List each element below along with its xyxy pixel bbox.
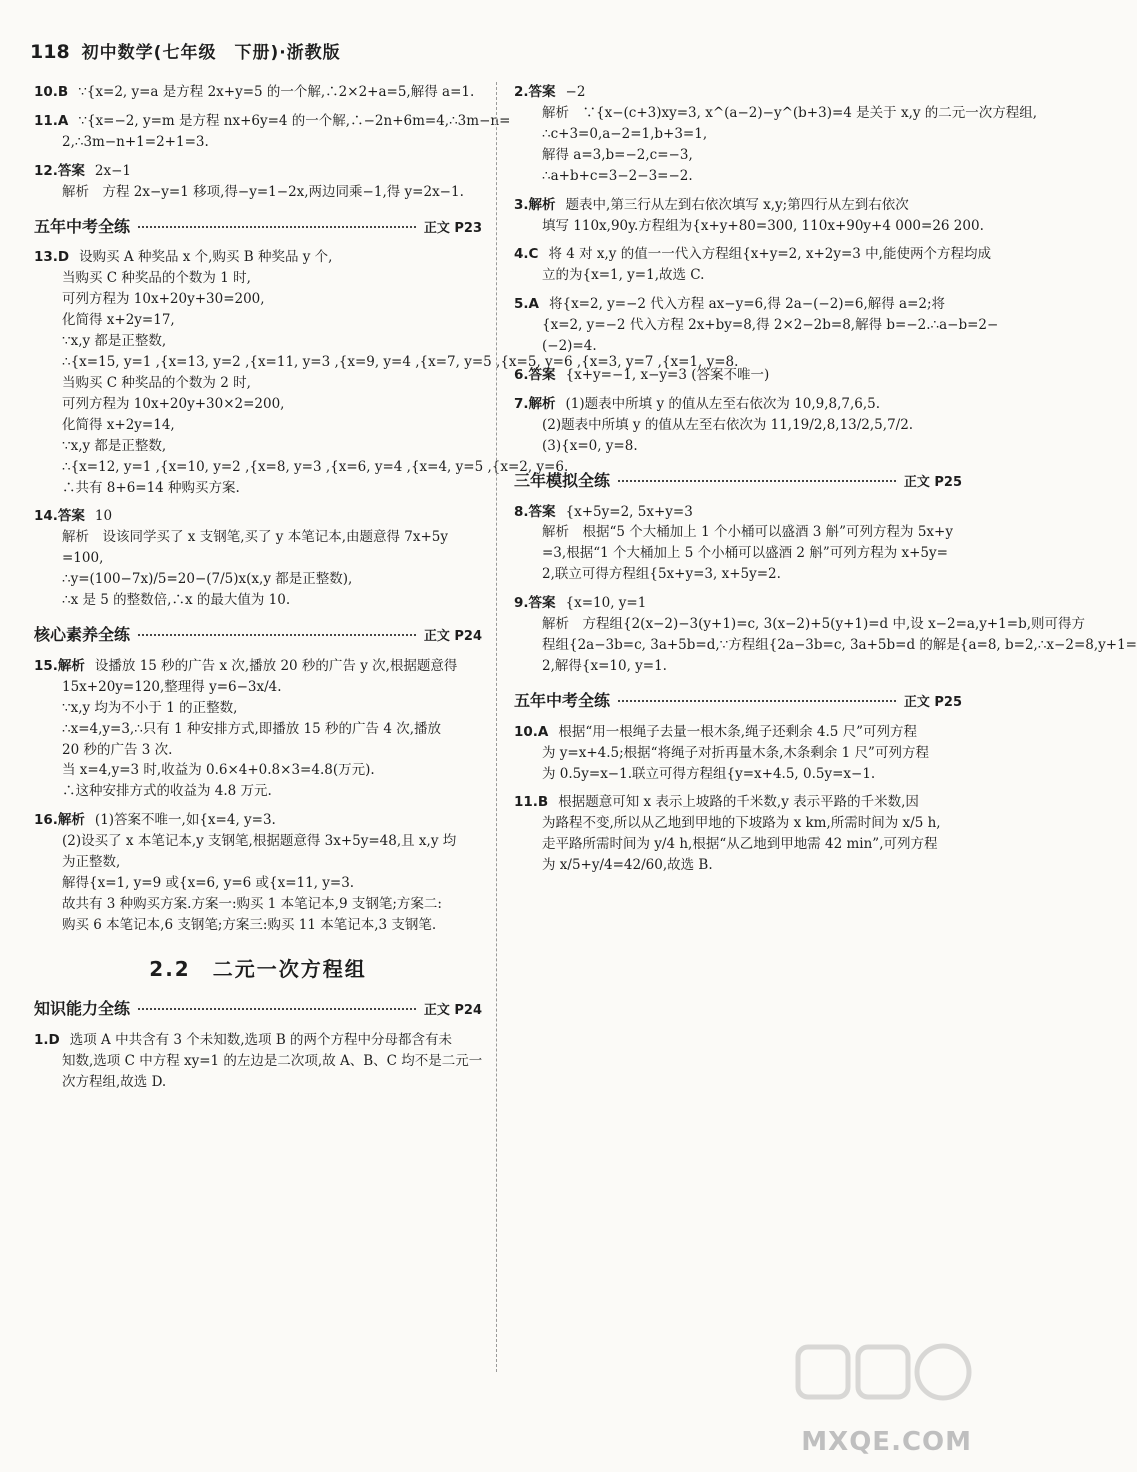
answer-text: 当购买 C 种奖品的个数为 2 时, (62, 374, 251, 391)
answer-text: 为正整数, (62, 854, 121, 871)
answer-text: ∴{x=12, y=1 ,{x=10, y=2 ,{x=8, y=3 ,{x=6, y=4 ,{x=4, y=5 ,{x=2, y=6. (62, 458, 569, 475)
answer-line (34, 656, 482, 677)
answer-line (514, 336, 962, 357)
section-page-ref: 正文 P24 (423, 1002, 482, 1018)
answer-item (34, 656, 482, 802)
question-label: 9.答案 (514, 595, 556, 612)
answer-text: (3){x=0, y=8. (542, 437, 638, 454)
question-label: 6.答案 (514, 367, 556, 384)
answer-line (34, 506, 482, 527)
answer-line (34, 590, 482, 611)
answer-text: ∵{x=−2, y=m 是方程 nx+6y=4 的一个解,∴−2n+6m=4,∴3m−n= (78, 112, 511, 129)
answer-text: 化简得 x+2y=17, (62, 312, 175, 329)
answer-text: −2 (565, 84, 586, 100)
answer-text: {x=10, y=1 (565, 595, 647, 612)
answer-text: 解析 ∵{x−(c+3)xy=3, x^(a−2)−y^(b+3)=4 是关于 x,y 的二元一次方程组, (542, 104, 1038, 121)
answer-text: 可列方程为 10x+20y+30×2=200, (62, 395, 285, 412)
answer-text: ∵x,y 均为不小于 1 的正整数, (62, 699, 238, 716)
answer-text: 购买 6 本笔记本,6 支钢笔;方案三:购买 11 本笔记本,3 支钢笔. (62, 916, 437, 933)
answer-text: 解析 根据“5 个大桶加上 1 个小桶可以盛酒 3 斛”可列方程为 5x+y (542, 524, 953, 541)
answer-text: 设购买 A 种奖品 x 个,购买 B 种奖品 y 个, (79, 249, 333, 266)
answer-text: (1)答案不唯一,如{x=4, y=3. (94, 812, 276, 829)
answer-item (514, 593, 1137, 677)
section-leader (138, 1008, 416, 1010)
answer-line (34, 915, 482, 936)
answer-line (34, 457, 569, 478)
answer-text: ∴c+3=0,a−2=1,b+3=1, (542, 125, 708, 142)
question-label: 2.答案 (514, 84, 556, 100)
answer-text: 题表中,第三行从左到右依次填写 x,y;第四行从左到右依次 (565, 196, 909, 213)
answer-text: 解析 方程组{2(x−2)−3(y+1)=c, 3(x−2)+5(y+1)=d 中,设 x−2=a,y+1=b,则可得方 (542, 616, 1086, 633)
answer-item (34, 111, 511, 153)
answer-text: (2)设买了 x 本笔记本,y 支钢笔,根据题意得 3x+5y=48,且 x,y 均 (62, 833, 457, 850)
answer-line (34, 781, 482, 802)
section-page-ref: 正文 P23 (423, 220, 482, 236)
answer-line (34, 760, 482, 781)
answer-item (514, 244, 991, 286)
answer-item (514, 502, 962, 586)
question-label: 10.B (34, 84, 69, 100)
section-title: 三年模拟全练 (514, 470, 611, 490)
section-leader (138, 634, 416, 636)
answer-line (34, 331, 482, 352)
answer-line (34, 111, 511, 132)
answer-text: ∵x,y 都是正整数, (62, 437, 167, 454)
answer-line (34, 810, 482, 831)
answer-text: =3,根据“1 个大桶加上 5 个小桶可以盛酒 2 斛”可列方程为 x+5y= (542, 545, 948, 562)
answer-line (34, 527, 482, 548)
section-title: 知识能力全练 (34, 998, 131, 1018)
answer-line (514, 522, 962, 543)
question-label: 1.D (34, 1031, 60, 1048)
answer-text: {x=2, y=−2 代入方程 2x+by=8,得 2×2−2b=8,解得 b=−2.∴a−b=2− (542, 317, 999, 334)
answer-line (34, 698, 482, 719)
section-page-ref: 正文 P25 (903, 474, 962, 490)
answer-line (34, 415, 482, 436)
answer-line (514, 103, 1038, 124)
answer-text: 15x+20y=120,整理得 y=6−3x/4. (62, 678, 282, 695)
answer-line (34, 82, 482, 103)
answer-line (34, 247, 482, 268)
question-label: 4.C (514, 246, 539, 263)
answer-line (34, 394, 482, 415)
answer-line (34, 873, 482, 894)
answer-line (34, 1030, 482, 1051)
answer-line (514, 792, 962, 813)
question-label: 11.B (514, 794, 549, 811)
answer-line (34, 161, 482, 182)
right-column (514, 82, 1137, 1432)
answer-line (34, 436, 482, 457)
answer-text: ∴a+b+c=3−2−3=−2. (542, 167, 693, 184)
answer-text: 走平路所需时间为 y/4 h,根据“从乙地到甲地需 42 min”,可列方程 (542, 836, 938, 853)
question-label: 7.解析 (514, 395, 556, 412)
answer-item (514, 394, 962, 457)
question-label: 10.A (514, 723, 549, 740)
answer-item (514, 792, 962, 876)
answer-line (514, 365, 962, 386)
answer-item (34, 161, 482, 203)
section-title: 五年中考全练 (34, 216, 131, 236)
answer-text: 故共有 3 种购买方案.方案一:购买 1 本笔记本,9 支钢笔;方案二: (62, 896, 442, 913)
answer-line (514, 722, 962, 743)
answer-line (514, 394, 962, 415)
answer-text: 将 4 对 x,y 的值一一代入方程组{x+y=2, x+2y=3 中,能使两个方程均成 (548, 246, 991, 263)
section-title: 核心素养全练 (34, 625, 131, 645)
answer-line (514, 743, 962, 764)
answer-line (34, 894, 482, 915)
answer-item (34, 506, 482, 611)
answer-text: 知数,选项 C 中方程 xy=1 的左边是二次项,故 A、B、C 均不是二元一 (62, 1052, 483, 1069)
answer-text: 填写 110x,90y.方程组为{x+y+80=300, 110x+90y+4 000=26 200. (542, 217, 984, 234)
answer-text: ∴{x=15, y=1 ,{x=13, y=2 ,{x=11, y=3 ,{x=9, y=4 ,{x=7, y=5 ,{x=5, y=6 ,{x=3, y=7 ,{x=1, y=8. (62, 354, 739, 371)
answer-line (34, 831, 482, 852)
question-label: 11.A (34, 112, 69, 129)
answer-text: 2,联立可得方程组{5x+y=3, x+5y=2. (542, 566, 781, 583)
answer-line (34, 373, 482, 394)
section-page-ref: 正文 P25 (903, 694, 962, 710)
answer-text: 解得 a=3,b=−2,c=−3, (542, 146, 693, 163)
answer-line (514, 813, 962, 834)
answer-text: 化简得 x+2y=14, (62, 416, 175, 433)
section-heading (34, 215, 482, 240)
answer-text: 当购买 C 种奖品的个数为 1 时, (62, 270, 251, 287)
column-divider (496, 82, 497, 1372)
answer-text: 2x−1 (94, 162, 132, 179)
answer-item (34, 810, 482, 936)
answer-item (514, 294, 999, 357)
answer-line (514, 656, 962, 677)
answer-text: {x+5y=2, 5x+y=3 (565, 503, 693, 520)
answer-line (514, 502, 962, 523)
answer-text: 设播放 15 秒的广告 x 次,播放 20 秒的广告 y 次,根据题意得 (94, 657, 458, 674)
answer-text: {x+y=−1, x−y=3 (答案不唯一) (565, 367, 770, 384)
answer-text: 2,∴3m−n+1=2+1=3. (62, 133, 209, 150)
answer-text: 可列方程为 10x+20y+30=200, (62, 291, 265, 308)
section-leader (618, 480, 896, 482)
answer-line (514, 195, 962, 216)
answer-text: (1)题表中所填 y 的值从左至右依次为 10,9,8,7,6,5. (565, 395, 881, 412)
answer-text: 当 x=4,y=3 时,收益为 0.6×4+0.8×3=4.8(万元). (62, 762, 375, 779)
answer-text: 为 x/5+y/4=42/60,故选 B. (542, 857, 713, 874)
answer-line (514, 124, 962, 145)
question-label: 8.答案 (514, 503, 556, 520)
question-label: 14.答案 (34, 508, 85, 525)
answer-item (514, 195, 984, 237)
answer-text: 解得{x=1, y=9 或{x=6, y=6 或{x=11, y=3. (62, 875, 355, 892)
answer-line (514, 82, 962, 103)
book-title: 初中数学(七年级 下册)·浙教版 (81, 43, 341, 63)
answer-text: ∴x=4,y=3,∴只有 1 种安排方式,即播放 15 秒的广告 4 次,播放 (62, 720, 441, 737)
answer-line (34, 719, 482, 740)
answer-line (34, 478, 482, 499)
question-label: 5.A (514, 296, 539, 313)
answer-text: 为 0.5y=x−1.联立可得方程组{y=x+4.5, 0.5y=x−1. (542, 765, 876, 782)
answer-line (514, 415, 962, 436)
section-heading (34, 997, 482, 1022)
answer-item (34, 82, 482, 103)
answer-text: 将{x=2, y=−2 代入方程 ax−y=6,得 2a−(−2)=6,解得 a=2;将 (548, 296, 946, 313)
answer-text: 选项 A 中共含有 3 个未知数,选项 B 的两个方程中分母都含有未 (69, 1031, 453, 1048)
section-heading (514, 689, 962, 714)
answer-text: ∴x 是 5 的整数倍,∴x 的最大值为 10. (62, 592, 291, 609)
answer-line (514, 436, 962, 457)
answer-line (34, 740, 482, 761)
question-label: 15.解析 (34, 657, 85, 674)
answer-line (514, 635, 1137, 656)
answer-line (514, 614, 1086, 635)
answer-text: 立的为{x=1, y=1,故选 C. (542, 267, 705, 284)
section-leader (618, 700, 896, 702)
answer-text: ∴这种安排方式的收益为 4.8 万元. (62, 783, 272, 800)
answer-item (514, 365, 962, 386)
answer-line (514, 855, 962, 876)
answer-line (514, 166, 962, 187)
answer-line (34, 1072, 482, 1093)
answer-item (514, 722, 962, 785)
answer-text: 为 y=x+4.5;根据“将绳子对折再量木条,木条剩余 1 尺”可列方程 (542, 744, 929, 761)
answer-text: 程组{2a−3b=c, 3a+5b=d,∵方程组{2a−3b=c, 3a+5b=d 的解是{a=8, b=2,∴x−2=8,y+1= (542, 637, 1137, 654)
answer-text: (2)题表中所填 y 的值从左至右依次为 11,19/2,8,13/2,5,7/2. (542, 416, 914, 433)
chapter-title: 2.2 二元一次方程组 (149, 956, 367, 981)
answer-line (514, 216, 984, 237)
section-heading (34, 623, 482, 648)
question-label: 16.解析 (34, 812, 85, 829)
answer-item (514, 82, 1038, 187)
answer-line (34, 182, 482, 203)
answer-text: 根据题意可知 x 表示上坡路的千米数,y 表示平路的千米数,因 (558, 794, 919, 811)
answer-line (34, 310, 482, 331)
answer-line (514, 265, 962, 286)
answer-text: 2,解得{x=10, y=1. (542, 658, 667, 674)
answer-line (514, 145, 962, 166)
answer-text: ∴共有 8+6=14 种购买方案. (62, 479, 240, 496)
answer-text: 次方程组,故选 D. (62, 1073, 167, 1090)
answer-line (34, 268, 482, 289)
answer-line (34, 548, 482, 569)
question-label: 3.解析 (514, 196, 556, 213)
answer-line (514, 244, 991, 265)
section-title: 五年中考全练 (514, 690, 611, 710)
answer-line (34, 352, 739, 373)
question-label: 13.D (34, 249, 70, 266)
section-heading (514, 469, 962, 494)
answer-text: 根据“用一根绳子去量一根木条,绳子还剩余 4.5 尺”可列方程 (558, 723, 918, 740)
answer-line (514, 315, 999, 336)
answer-line (34, 852, 482, 873)
section-page-ref: 正文 P24 (423, 629, 482, 645)
answer-line (34, 677, 482, 698)
answer-text: 20 秒的广告 3 次. (62, 741, 173, 758)
answer-line (34, 569, 482, 590)
answer-line (514, 764, 962, 785)
answer-text: ∵x,y 都是正整数, (62, 333, 167, 350)
answer-line (514, 543, 962, 564)
answer-line (514, 834, 962, 855)
answer-line (514, 564, 962, 585)
answer-text: 解析 方程 2x−y=1 移项,得−y=1−2x,两边同乘−1,得 y=2x−1. (62, 183, 464, 200)
answer-text: 解析 设该同学买了 x 支钢笔,买了 y 本笔记本,由题意得 7x+5y (62, 529, 449, 546)
answer-text: 10 (94, 508, 113, 525)
answer-text: 为路程不变,所以从乙地到甲地的下坡路为 x km,所需时间为 x/5 h, (542, 815, 941, 832)
answer-text: ∵{x=2, y=a 是方程 2x+y=5 的一个解,∴2×2+a=5,解得 a=1. (78, 84, 475, 100)
page-number: 118 (30, 41, 70, 63)
watermark-text: MXQE.COM (801, 1426, 972, 1457)
answer-line (514, 294, 962, 315)
page-header (30, 38, 341, 68)
section-leader (138, 226, 416, 228)
answer-line (514, 593, 962, 614)
question-label: 12.答案 (34, 162, 85, 179)
answer-text: ∴y=(100−7x)/5=20−(7/5)x(x,y 都是正整数), (62, 571, 353, 588)
answer-line (34, 132, 482, 153)
answer-line (34, 289, 482, 310)
answer-text: =100, (62, 550, 104, 567)
answer-line (34, 1051, 482, 1072)
answer-text: (−2)=4. (542, 338, 597, 355)
answer-item (34, 1030, 482, 1093)
